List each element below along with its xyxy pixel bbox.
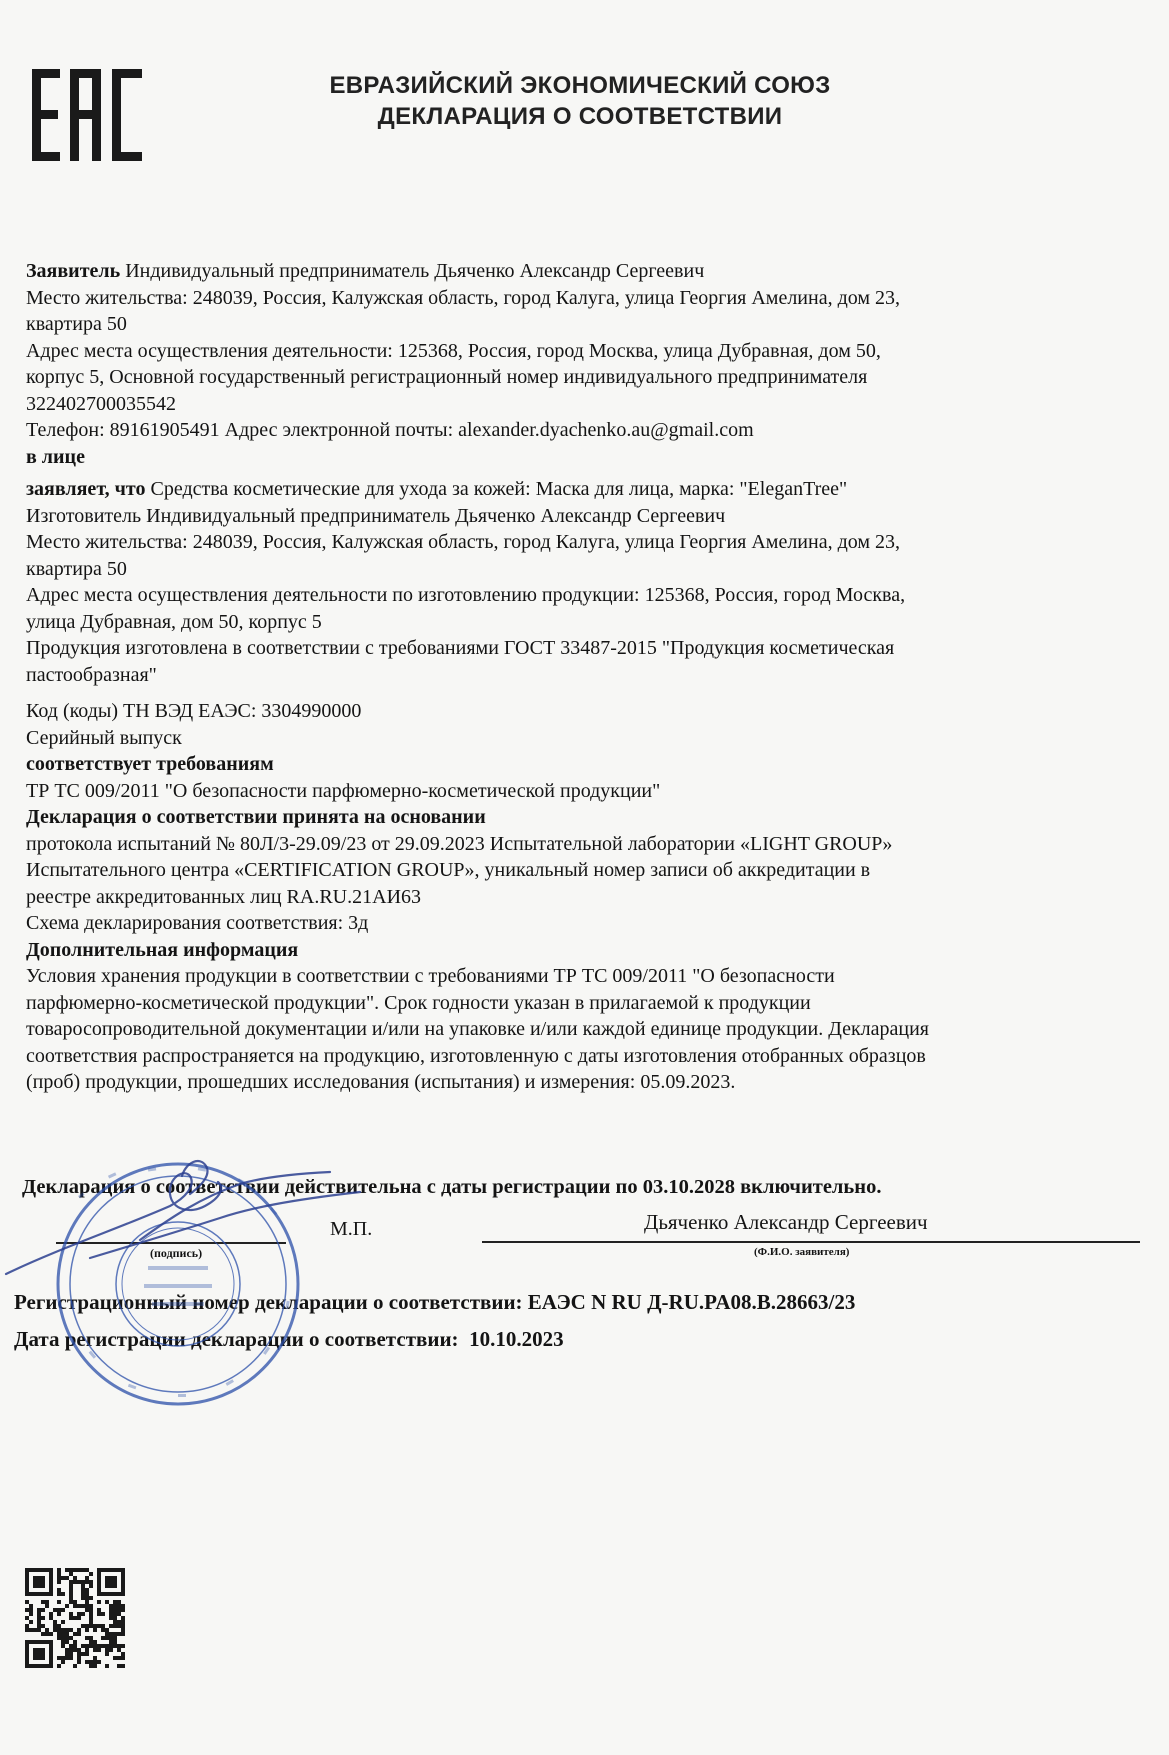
name-caption: (Ф.И.О. заявителя) — [754, 1246, 850, 1258]
title-union: ЕВРАЗИЙСКИЙ ЭКОНОМИЧЕСКИЙ СОЮЗ — [329, 72, 831, 99]
registration-date: 10.10.2023 — [469, 1327, 564, 1351]
manufacturer-residence-cont: квартира 50 — [26, 557, 127, 580]
tnved-code: Код (коды) ТН ВЭД ЕАЭС: 3304990000 — [26, 700, 362, 722]
additional-info-1: Условия хранения продукции в соответствии с требованиями ТР ТС 009/2011 "О безопасности — [26, 965, 835, 987]
basis-center: Испытательного центра «CERTIFICATION GROUP», уникальный номер записи об аккредитации в — [26, 859, 871, 881]
production-address-cont: улица Дубравная, дом 50, корпус 5 — [26, 610, 322, 633]
basis-registry: реестре аккредитованных лиц RA.RU.21АИ63 — [26, 885, 422, 908]
additional-info-2: парфюмерно-косметической продукции". Срок годности указан в прилагаемой к продукции — [26, 991, 811, 1014]
signature-caption: (подпись) — [150, 1246, 203, 1260]
seal-place: М.П. — [330, 1218, 373, 1240]
applicant-line — [26, 258, 1136, 285]
additional-info-label: Дополнительная информация — [26, 938, 299, 961]
declares-line — [26, 476, 1136, 503]
manufacturer-residence: Место жительства: 248039, Россия, Калужская область, город Калуга, улица Георгия Амелина, дом 23, — [26, 531, 901, 553]
name-line — [482, 1241, 1140, 1243]
registration-date-label: Дата регистрации декларации о соответствии: — [14, 1327, 459, 1351]
technical-regulation: ТР ТС 009/2011 "О безопасности парфюмерно-косметической продукции" — [26, 779, 661, 802]
additional-info-4: соответствия распространяется на продукцию, изготовленную с даты изготовления отобранных образцов — [26, 1044, 926, 1067]
production-address: Адрес места осуществления деятельности по изготовлению продукции: 125368, Россия, город Москва, — [26, 584, 906, 606]
gost-statement: Продукция изготовлена в соответствии с требованиями ГОСТ 33487-2015 "Продукция косметическая — [26, 637, 895, 659]
declaration-body — [26, 258, 1136, 1096]
validity-statement: Декларация о соответствии действительна с даты регистрации по 03.10.2028 включительно. — [22, 1176, 882, 1198]
applicant-contacts: Телефон: 89161905491 Адрес электронной почты: alexander.dyachenko.au@gmail.com — [26, 419, 754, 441]
applicant-ogrnip: 322402700035542 — [26, 392, 176, 415]
registration-number: Регистрационный номер декларации о соответствии: ЕАЭС N RU Д-RU.PA08.B.28663/23 — [14, 1290, 856, 1314]
declares-label: заявляет, что — [26, 478, 146, 500]
signer-name: Дьяченко Александр Сергеевич — [644, 1210, 928, 1234]
applicant-activity: Адрес места осуществления деятельности: 125368, Россия, город Москва, улица Дубравная, дом 50, — [26, 339, 881, 362]
applicant-label: Заявитель — [26, 260, 121, 282]
basis-label: Декларация о соответствии принята на основании — [26, 806, 486, 828]
additional-info-5: (проб) продукции, прошедших исследования (испытания) и измерения: 05.09.2023. — [26, 1071, 736, 1093]
applicant-activity-cont: корпус 5, Основной государственный регистрационный номер индивидуального предпринимателя — [26, 366, 868, 388]
applicant-name: Индивидуальный предприниматель Дьяченко Александр Сергеевич — [120, 260, 705, 282]
applicant-residence-cont: квартира 50 — [26, 313, 127, 335]
additional-info-3: товаросопроводительной документации и/или на упаковке и/или каждой единице продукции. Декларация — [26, 1018, 930, 1040]
basis-protocol: протокола испытаний № 80Л/3-29.09/23 от 29.09.2023 Испытательной лаборатории «LIGHT GROUP» — [26, 832, 893, 855]
applicant-residence: Место жительства: 248039, Россия, Калужская область, город Калуга, улица Георгия Амелина, дом 23, — [26, 286, 901, 309]
title-declaration: ДЕКЛАРАЦИЯ О СООТВЕТСТВИИ — [377, 103, 783, 130]
manufacturer: Изготовитель Индивидуальный предприниматель Дьяченко Александр Сергеевич — [26, 504, 726, 527]
complies-label: соответствует требованиям — [26, 753, 274, 775]
eac-logo — [30, 66, 150, 166]
in-person-label: в лице — [26, 445, 85, 468]
qr-code — [25, 1568, 125, 1668]
handwritten-signature — [0, 1148, 420, 1278]
declaration-scheme: Схема декларирования соответствия: 3д — [26, 912, 369, 934]
document-title — [200, 70, 960, 132]
product-description: Средства косметические для ухода за кожей: Маска для лица, марка: "EleganTree" — [145, 478, 848, 500]
serial-release: Серийный выпуск — [26, 726, 182, 749]
gost-statement-cont: пастообразная" — [26, 663, 157, 686]
